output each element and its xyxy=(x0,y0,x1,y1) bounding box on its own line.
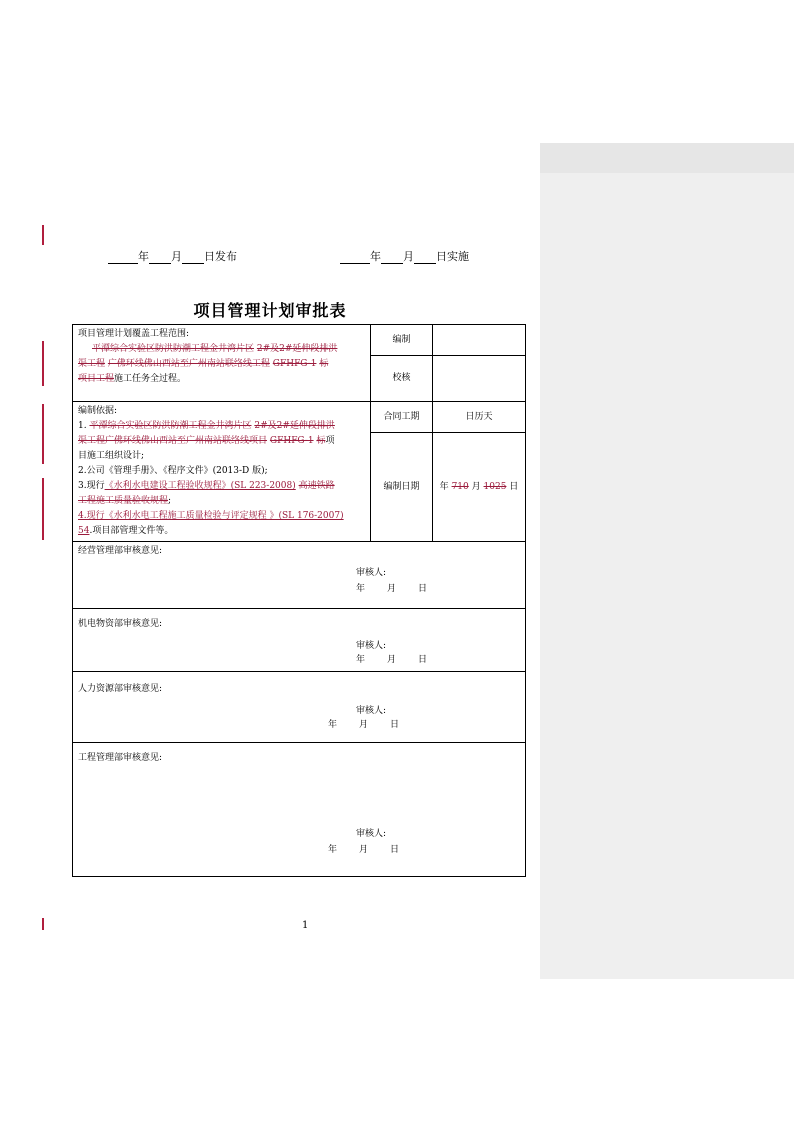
change-bar xyxy=(42,478,44,540)
approval-table xyxy=(72,324,526,877)
review-label: 工程管理部审核意见: xyxy=(78,753,163,763)
page-number: 1 xyxy=(302,920,309,931)
check-value-cell[interactable] xyxy=(433,356,526,402)
compile-label: 编制 xyxy=(371,325,433,356)
reviewer-label: 审核人: xyxy=(356,568,387,578)
basis-line-8: 54.项目部管理文件等。 xyxy=(78,526,174,536)
calendar-days-label: 日历天 xyxy=(433,402,526,433)
basis-line-1: 1. 平潭综合实验区防洪防潮工程金井湾片区 2#及2#延伸段排洪 xyxy=(78,421,335,431)
review-date: 年 月 日 xyxy=(328,845,400,855)
review-hr[interactable] xyxy=(73,672,526,743)
basis-line-6: 工程施工质量验收规程; xyxy=(78,496,172,506)
basis-line-4: 2.公司《管理手册》、《程序文件》(2013-D 版); xyxy=(78,466,268,476)
review-date: 年 月 日 xyxy=(356,584,428,594)
compile-date-value[interactable]: 年 710 月 1025 日 xyxy=(433,433,526,542)
comment-pane[interactable] xyxy=(540,143,794,979)
basis-cell[interactable] xyxy=(73,402,371,542)
implement-date-line: 年 月 日实施 xyxy=(340,248,469,264)
review-business[interactable] xyxy=(73,542,526,609)
basis-label: 编制依据: xyxy=(78,406,118,416)
scope-label: 项目管理计划覆盖工程范围: xyxy=(78,329,190,339)
scope-cell[interactable] xyxy=(73,325,371,402)
change-bar xyxy=(42,404,44,464)
check-label: 校核 xyxy=(371,356,433,402)
form-title: 项目管理计划审批表 xyxy=(193,301,347,320)
basis-line-3: 目施工组织设计; xyxy=(78,451,145,461)
review-label: 机电物资部审核意见: xyxy=(78,619,163,629)
review-engineering[interactable] xyxy=(73,743,526,877)
change-bar xyxy=(42,341,44,386)
review-date: 年 月 日 xyxy=(328,720,400,730)
contract-period-label: 合同工期 xyxy=(371,402,433,433)
basis-line-7: 4.现行《水利水电工程施工质量检验与评定规程 》(SL 176-2007) xyxy=(78,511,344,521)
change-bar xyxy=(42,225,44,245)
compile-value-cell[interactable] xyxy=(433,325,526,356)
publish-date-line: 年 月 日发布 xyxy=(108,248,237,264)
reviewer-label: 审核人: xyxy=(356,641,387,651)
reviewer-label: 审核人: xyxy=(356,829,387,839)
review-label: 经营管理部审核意见: xyxy=(78,546,163,556)
scope-line-1: 平潭综合实验区防洪防潮工程金井湾片区 2#及2#延伸段排洪 xyxy=(92,344,338,354)
reviewer-label: 审核人: xyxy=(356,706,387,716)
change-bar xyxy=(42,918,44,930)
review-label: 人力资源部审核意见: xyxy=(78,684,163,694)
scope-line-3: 项目工程施工任务全过程。 xyxy=(78,374,187,384)
comment-pane-header xyxy=(540,143,794,173)
compile-date-label: 编制日期 xyxy=(371,433,433,542)
basis-line-2: 渠工程广佛环线佛山西站至广州南站联络线项目 GFHFG-1 标项 xyxy=(78,436,335,446)
basis-line-5: 3.现行《水利水电建设工程验收规程》(SL 223-2008) 高速铁路 xyxy=(78,481,335,491)
review-date: 年 月 日 xyxy=(356,655,428,665)
review-equipment[interactable] xyxy=(73,609,526,672)
scope-line-2: 渠工程 广佛环线佛山西站至广州南站联络线工程 GFHFG-1 标 xyxy=(78,359,329,369)
